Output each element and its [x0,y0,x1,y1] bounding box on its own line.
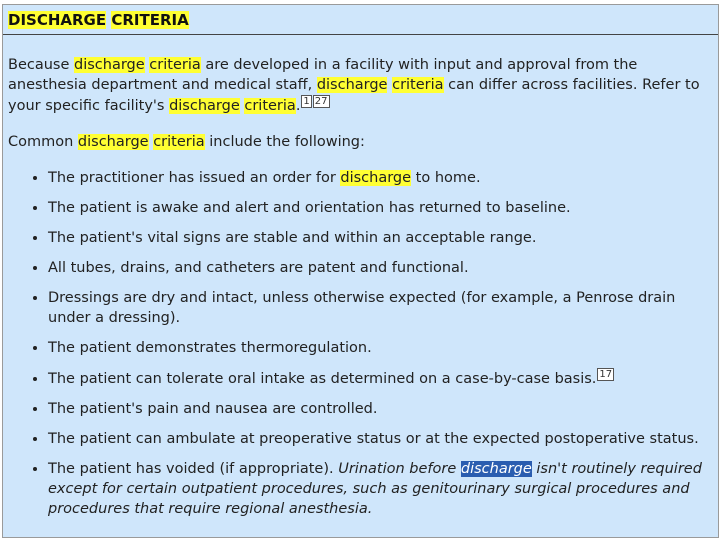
section-title: DISCHARGE CRITERIA [8,11,189,29]
reference-link-17[interactable]: 17 [599,368,613,380]
discharge-criteria-panel [2,4,719,538]
list-item: • The patient can ambulate at preoperative status or at the expected postoperative status. [48,429,713,449]
list-item: • All tubes, drains, and catheters are patent and functional. [48,258,713,278]
list-item: • The patient demonstrates thermoregulation. [48,338,713,358]
list-item: • The patient has voided (if appropriate). Urination before discharge isn't routinely required except for certain outpatient procedures, such as genitourinary surgical procedures and procedures that require regional anesthesia. [48,459,713,519]
list-item: • The patient's vital signs are stable and within an acceptable range. [48,228,713,248]
selected-text[interactable]: discharge [460,460,532,477]
intro-paragraph: Because discharge criteria are developed in a facility with input and approval from the anesthesia department and medical staff, discharge criteria can differ across facilities. Refer to your specific facility's discharge criteria. 1 27 [8,57,700,114]
list-item: • The patient's pain and nausea are controlled. [48,399,713,419]
reference-link-27[interactable]: 27 [314,96,328,107]
section-body [3,35,718,519]
list-item: • The practitioner has issued an order for discharge to home. [48,168,713,188]
criteria-list [8,168,713,519]
list-item: • The patient is awake and alert and orientation has returned to baseline. [48,198,713,218]
common-criteria-intro: Common discharge criteria include the following: [8,133,365,150]
section-header [3,5,718,35]
list-item: • Dressings are dry and intact, unless otherwise expected (for example, a Penrose drain under a dressing). [48,288,713,328]
list-item: • The patient can tolerate oral intake as determined on a case-by-case basis. 17 [48,368,713,389]
reference-link-1[interactable]: 1 [303,96,310,107]
